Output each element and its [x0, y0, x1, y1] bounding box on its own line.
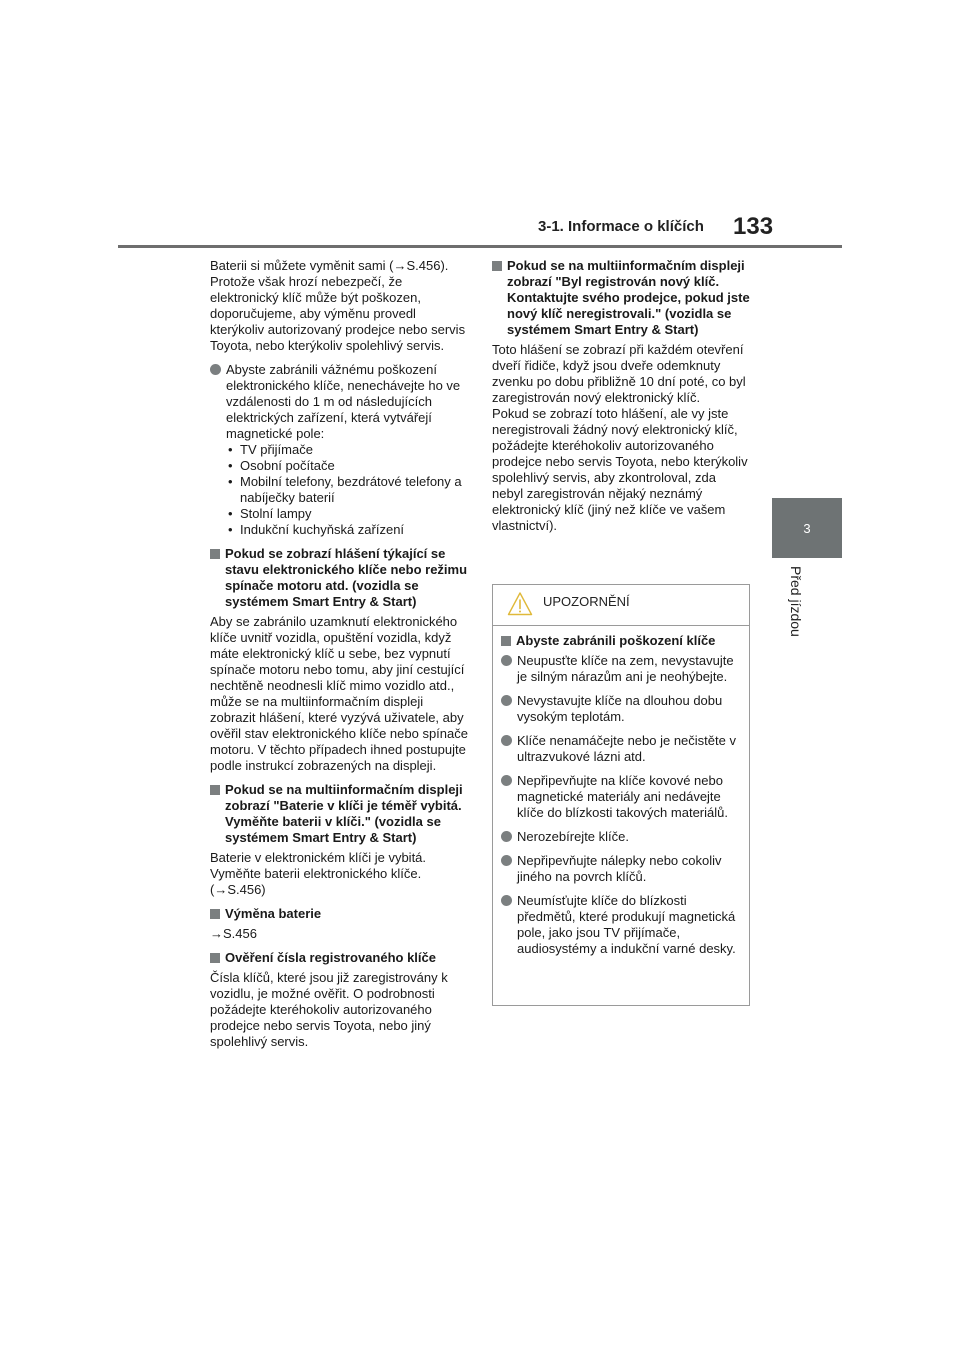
chapter-label-text: Před jízdou: [788, 566, 804, 637]
warning-heading: Abyste zabránili poškození klíče: [501, 633, 741, 649]
bullet-dot-icon: [210, 364, 221, 375]
header-divider: [118, 245, 842, 248]
list-item: • Mobilní telefony, bezdrátové telefony a nabíječky baterií: [226, 474, 468, 506]
chapter-tab: [772, 498, 842, 558]
bullet-dot-icon: [501, 655, 512, 666]
warning-item: Nerozebírejte klíče.: [501, 829, 741, 845]
paragraph: Čísla klíčů, které jsou již zaregistrovány k vozidlu, je možné ověřit. O podrobnosti požádejte kteréhokoliv autorizovaného prodejce nebo servis Toyota, nebo jiný spolehlivý servis.: [210, 970, 448, 1049]
device-list: [226, 442, 468, 538]
bullet-dot-icon: [501, 775, 512, 786]
square-bullet-icon: [210, 549, 220, 559]
bullet-dot-icon: [501, 735, 512, 746]
page-number: 133: [733, 213, 774, 240]
warning-triangle-icon: [507, 591, 533, 617]
warning-title: UPOZORNĚNÍ: [543, 594, 630, 609]
bullet-text: Abyste zabránili vážnému poškození elektronického klíče, nenechávejte ho ve vzdálenosti do 1 m od následujících elektrických zařízení, která vytvářejí magnetické pole:: [226, 362, 461, 441]
left-column: [210, 258, 468, 1058]
warning-item: Nepřipevňujte na klíče kovové nebo magnetické materiály ani nedávejte klíče do blízkosti takových materiálů.: [501, 773, 741, 821]
header-title: 3-1. Informace o klíčích: [538, 218, 704, 235]
section-heading: Pokud se zobrazí hlášení týkající se stavu elektronického klíče nebo režimu spínače motoru atd. (vozidla se systémem Smart Entry & Start): [210, 546, 468, 610]
bullet-item: [210, 362, 468, 538]
warning-item: Neumísťujte klíče do blízkosti předmětů, které produkují magnetická pole, jako jsou TV přijímače, audiosystémy a indukční varné desky.: [501, 893, 741, 957]
square-bullet-icon: [501, 636, 511, 646]
list-item: • Indukční kuchyňská zařízení: [226, 522, 468, 538]
chapter-label: [788, 566, 808, 656]
paragraph: Aby se zabránilo uzamknutí elektronického klíče uvnitř vozidla, opuštění vozidla, když máte elektronický klíč u sebe, bez vypnutí spínače motoru nebo tomu, aby jiní cestující nechtěně neodnesli klíč mimo vozidlo atd., může se na multiinformačním displeji zobrazit hlášení, které vyzývá uživatele, aby ověřil stav elektronického klíče nebo spínače motoru. V těchto případech ihned postupujte podle instrukcí zobrazených na displeji.: [210, 614, 468, 773]
square-bullet-icon: [210, 909, 220, 919]
section-heading: Pokud se na multiinformačním displeji zobrazí "Byl registrován nový klíč. Kontaktujte svého prodejce, pokud jste nový klíč neregistrovali." (vozidla se systémem Smart Entry & Start): [492, 258, 750, 338]
square-bullet-icon: [492, 261, 502, 271]
paragraph: Pokud se zobrazí toto hlášení, ale vy jste neregistrovali žádný nový elektronický klíč, požádejte kteréhokoliv autorizovaného prodejce nebo servis Toyota, nebo kterýkoliv spolehlivý servis, aby zkontroloval, zda nebyl zaregistrován nějaký neznámý elektronický klíč (jiný než klíče ve vašem vlastnictví).: [492, 406, 748, 533]
intro-paragraph: Baterii si můžete vyměnit sami (→S.456). Protože však hrozí nebezpečí, že elektronický klíč může být poškozen, doporučujeme, aby výměnu provedl kterýkoliv autorizovaný prodejce nebo servis Toyota, nebo kterýkoliv spolehlivý servis.: [210, 258, 466, 353]
warning-item: Nevystavujte klíče na dlouhou dobu vysokým teplotám.: [501, 693, 741, 725]
warning-item: Neupusťte klíče na zem, nevystavujte je silným nárazům ani je neohýbejte.: [501, 653, 741, 685]
paragraph: Baterie v elektronickém klíči je vybitá. Vyměňte baterii elektronického klíče. (→S.456): [210, 850, 427, 897]
bullet-dot-icon: [501, 895, 512, 906]
section-heading: Výměna baterie: [210, 906, 468, 922]
warning-item: Nepřipevňujte nálepky nebo cokoliv jiného na povrch klíčů.: [501, 853, 741, 885]
warning-body: [493, 626, 749, 957]
chapter-number: 3: [803, 520, 811, 536]
list-item: • TV přijímače: [226, 442, 468, 458]
paragraph: Toto hlášení se zobrazí při každém otevření dveří řidiče, když jsou dveře odemknuty zvenku po dobu přibližně 10 dní poté, co byl zaregistrován nový elektronický klíč.: [492, 342, 746, 405]
list-item: • Osobní počítače: [226, 458, 468, 474]
section-heading: Pokud se na multiinformačním displeji zobrazí "Baterie v klíči je téměř vybitá. Vyměňte baterii v klíči." (vozidla se systémem Smart Entry & Start): [210, 782, 468, 846]
warning-box: [492, 584, 750, 1006]
bullet-dot-icon: [501, 831, 512, 842]
warning-item: Klíče nenamáčejte nebo je nečistěte v ultrazvukové lázni atd.: [501, 733, 741, 765]
bullet-dot-icon: [501, 695, 512, 706]
square-bullet-icon: [210, 785, 220, 795]
bullet-dot-icon: [501, 855, 512, 866]
square-bullet-icon: [210, 953, 220, 963]
page-reference: →S.456: [210, 926, 257, 941]
list-item: • Stolní lampy: [226, 506, 468, 522]
section-heading: Ověření čísla registrovaného klíče: [210, 950, 468, 966]
right-column: [492, 258, 750, 542]
warning-header: [493, 585, 749, 626]
